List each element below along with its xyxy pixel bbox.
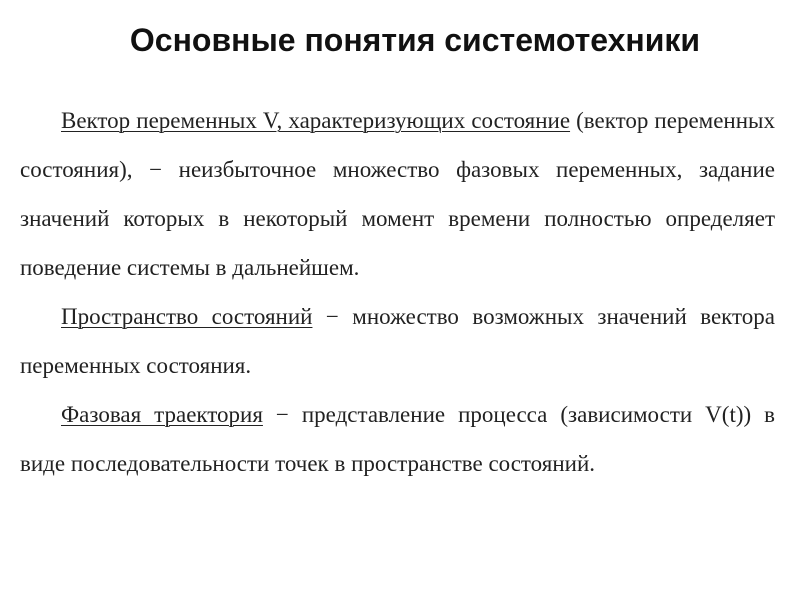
definition-text-state-space: − множество возможных значений вектора переменных состояния. xyxy=(20,304,775,378)
slide-title: Основные понятия системотехники xyxy=(129,22,701,58)
definition-phase-trajectory xyxy=(20,390,775,488)
definition-state-space xyxy=(20,292,775,390)
term-phase-trajectory: Фазовая траектория xyxy=(61,402,263,427)
term-state-vector: Вектор переменных V, характеризующих состояние xyxy=(61,108,571,133)
definition-text-state-vector: (вектор переменных состояния), − неизбыточное множество фазовых переменных, задание значений которых в некоторый момент времени полностью определяет поведение системы в дальнейшем. xyxy=(20,108,775,280)
definition-state-vector xyxy=(20,96,775,292)
slide-body xyxy=(20,96,775,488)
definition-text-phase-trajectory: − представление процесса (зависимости V(t)) в виде последовательности точек в пространстве состояний. xyxy=(20,402,775,476)
term-state-space: Пространство состояний xyxy=(61,304,313,329)
